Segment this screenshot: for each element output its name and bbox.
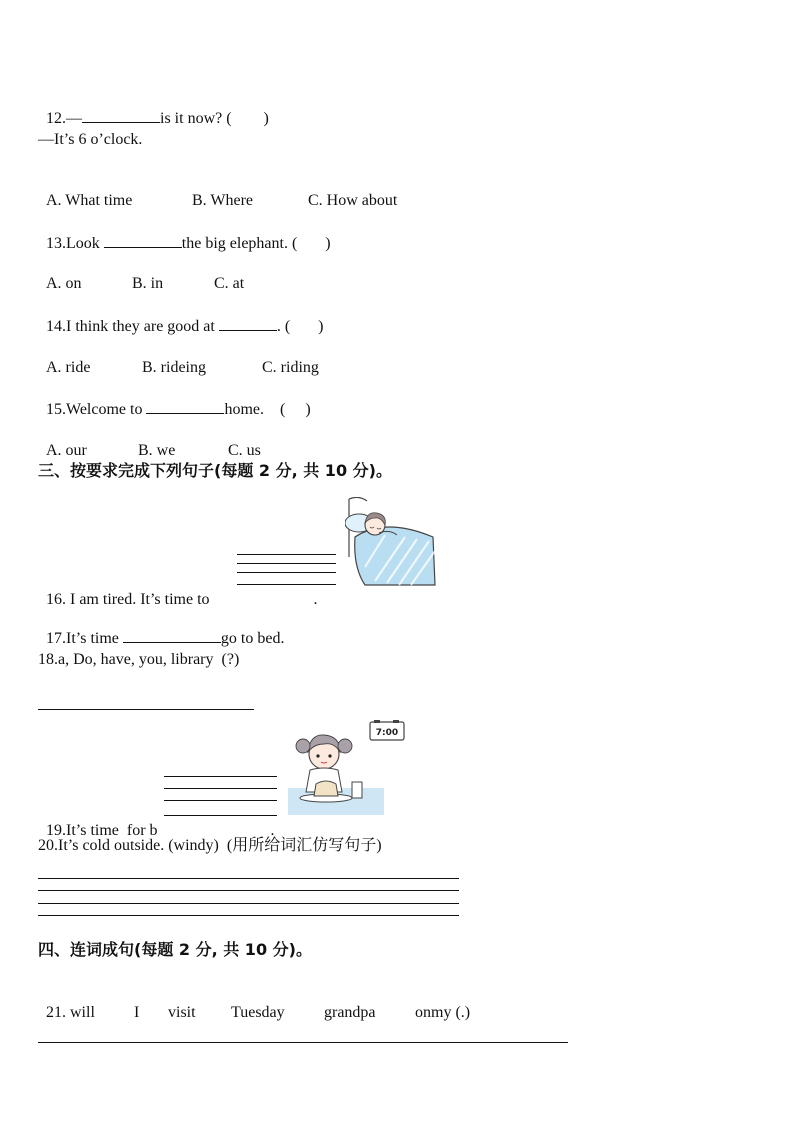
q21-word-5: grandpa (324, 1004, 376, 1021)
q21-word-3: visit (168, 1004, 196, 1021)
question-15 (38, 379, 311, 420)
q19-suffix: . (270, 822, 275, 839)
q18-answer-line[interactable] (38, 709, 254, 710)
q15-prefix: 15.Welcome to (46, 401, 147, 418)
q16-suffix: . (313, 591, 318, 608)
q13-option-b[interactable]: B. in (132, 275, 164, 292)
q15-option-c[interactable]: C. us (228, 442, 261, 459)
q12-answer-line: —It’s 6 o’clock. (38, 131, 143, 148)
question-13 (38, 213, 331, 254)
q19-writing-line-1[interactable] (164, 776, 277, 777)
q13-suffix: the big elephant. ( ) (181, 235, 331, 252)
q21-word-6: onmy (.) (415, 1004, 471, 1021)
question-19 (38, 801, 275, 841)
q21-answer-line[interactable] (38, 1042, 568, 1043)
sleeping-girl-illustration (345, 497, 437, 587)
section-4-title: 四、连词成句(每题 2 分, 共 10 分)。 (38, 940, 312, 959)
q17-prefix: 17.It’s time (46, 630, 123, 647)
q17-suffix: go to bed. (220, 630, 285, 647)
q16-writing-line-1[interactable] (237, 554, 336, 555)
q12-option-c[interactable]: C. How about (308, 192, 398, 209)
q16-writing-line-2[interactable] (237, 563, 336, 564)
q19-writing-line-2[interactable] (164, 788, 277, 789)
q14-suffix: . ( ) (276, 318, 324, 335)
question-14 (38, 296, 324, 337)
q13-blank[interactable] (104, 233, 182, 248)
question-16 (38, 570, 318, 610)
question-21 (38, 983, 470, 1023)
q16-writing-line-3[interactable] (237, 572, 336, 573)
q19-prefix: 19.It’s time for b (46, 822, 158, 839)
clock-time: 7:00 (375, 728, 399, 738)
q14-options (38, 338, 319, 378)
q15-blank[interactable] (146, 399, 224, 414)
q21-word-2: I (134, 1004, 140, 1021)
q13-options (38, 254, 244, 294)
breakfast-girl-illustration (288, 720, 408, 816)
q16-prefix: 16. I am tired. It’s time to (46, 591, 214, 608)
section-3-title: 三、按要求完成下列句子(每题 2 分, 共 10 分)。 (38, 461, 392, 480)
q21-word-1: 21. will (46, 1004, 95, 1021)
q14-blank[interactable] (219, 316, 277, 331)
q13-option-c[interactable]: C. at (214, 275, 245, 292)
q14-prefix: 14.I think they are good at (46, 318, 219, 335)
q20-writing-line-3[interactable] (38, 903, 459, 904)
q20-writing-line-4[interactable] (38, 915, 459, 916)
q12-suffix: is it now? ( ) (160, 110, 269, 127)
q20-writing-line-2[interactable] (38, 890, 459, 891)
q12-option-a[interactable]: A. What time (46, 192, 133, 209)
question-20: 20.It’s cold outside. (windy) (用所给词汇仿写句子) (38, 837, 382, 854)
q15-option-b[interactable]: B. we (138, 442, 176, 459)
q17-blank[interactable] (123, 628, 221, 643)
q21-word-4: Tuesday (231, 1004, 285, 1021)
question-12 (38, 88, 269, 129)
q15-suffix: home. ( ) (224, 401, 311, 418)
q12-option-b[interactable]: B. Where (192, 192, 254, 209)
q12-prefix: 12.— (46, 110, 82, 127)
q13-prefix: 13.Look (46, 235, 104, 252)
question-17 (38, 608, 284, 649)
q13-option-a[interactable]: A. on (46, 275, 82, 292)
question-18: 18.a, Do, have, you, library (?) (38, 651, 240, 668)
q16-writing-line-4[interactable] (237, 584, 336, 585)
q14-option-c[interactable]: C. riding (262, 359, 319, 376)
q12-blank[interactable] (82, 108, 160, 123)
q14-option-b[interactable]: B. rideing (142, 359, 206, 376)
q14-option-a[interactable]: A. ride (46, 359, 91, 376)
q15-options (38, 421, 261, 461)
q20-writing-line-1[interactable] (38, 878, 459, 879)
q15-option-a[interactable]: A. our (46, 442, 87, 459)
q12-options (38, 171, 397, 211)
